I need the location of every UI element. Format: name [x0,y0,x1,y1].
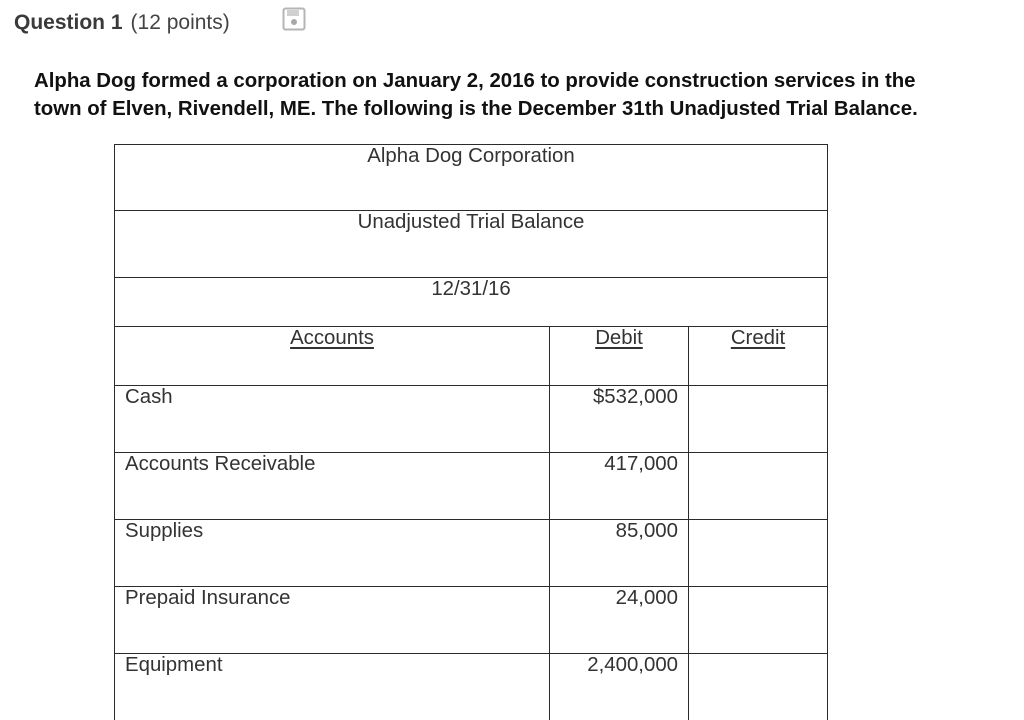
debit-amount: 24,000 [550,587,689,654]
credit-amount [689,386,828,453]
account-name: Supplies [115,520,550,587]
table-row [115,453,828,520]
question-title: Question 1 [14,11,123,34]
save-icon[interactable] [282,7,306,31]
account-name: Prepaid Insurance [115,587,550,654]
debit-amount: 2,400,000 [550,654,689,720]
credit-amount [689,520,828,587]
credit-amount [689,654,828,720]
account-name: Equipment [115,654,550,720]
account-name: Accounts Receivable [115,453,550,520]
accounts-header: Accounts [115,327,550,386]
credit-header: Credit [689,327,828,386]
credit-amount [689,587,828,654]
debit-header: Debit [550,327,689,386]
trial-balance-table [114,144,828,720]
debit-amount: $532,000 [550,386,689,453]
table-row [115,520,828,587]
question-points: (12 points) [130,11,230,34]
account-name: Cash [115,386,550,453]
company-name: Alpha Dog Corporation [115,145,828,211]
table-row [115,654,828,720]
table-row [115,587,828,654]
table-row [115,386,828,453]
debit-amount: 85,000 [550,520,689,587]
report-title: Unadjusted Trial Balance [115,211,828,278]
prompt-line-2: town of Elven, Rivendell, ME. The following is the December 31th Unadjusted Trial Balance. [34,98,918,120]
question-prompt [34,67,994,123]
debit-amount: 417,000 [550,453,689,520]
credit-amount [689,453,828,520]
question-header [14,8,230,38]
report-date: 12/31/16 [115,278,828,327]
prompt-line-1: Alpha Dog formed a corporation on January 2, 2016 to provide construction services in the [34,70,916,92]
